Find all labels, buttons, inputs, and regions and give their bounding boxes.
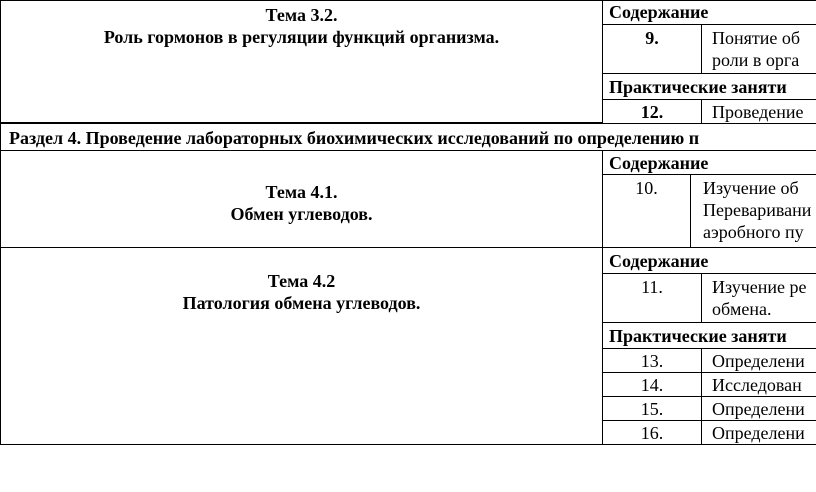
row-text: Определени bbox=[701, 396, 816, 421]
content-header: Содержание bbox=[602, 150, 816, 175]
practical-header: Практические заняти bbox=[602, 322, 816, 349]
row-number: 9. bbox=[602, 24, 702, 74]
row-number: 16. bbox=[602, 420, 702, 445]
topic-name: Обмен углеводов. bbox=[230, 204, 373, 224]
section-header: Раздел 4. Проведение лабораторных биохимических исследований по определению п bbox=[0, 123, 816, 151]
content-header: Содержание bbox=[602, 247, 816, 274]
row-text: Исследован bbox=[701, 372, 816, 397]
topic-title: Тема 3.2. bbox=[265, 5, 338, 25]
topic-title: Тема 4.1. bbox=[265, 182, 338, 202]
row-number: 13. bbox=[602, 348, 702, 373]
row-text-line: обмена. bbox=[712, 299, 772, 319]
row-text-line: Изучение об bbox=[703, 178, 799, 198]
row-number: 10. bbox=[602, 174, 691, 248]
row-text-line: роли в орга bbox=[712, 50, 800, 70]
topic-name: Роль гормонов в регуляции функций организма. bbox=[103, 27, 500, 47]
topic-title: Тема 4.2 bbox=[267, 271, 336, 291]
row-number: 14. bbox=[602, 372, 702, 397]
content-header: Содержание bbox=[602, 0, 816, 25]
row-number: 15. bbox=[602, 396, 702, 421]
row-text-line: Понятие об bbox=[712, 28, 801, 48]
row-text: Определени bbox=[701, 420, 816, 445]
row-number: 11. bbox=[602, 273, 702, 323]
topic-3-2-cell bbox=[0, 0, 603, 123]
row-text: Определени bbox=[701, 348, 816, 373]
row-text-line: аэробного пу bbox=[703, 222, 804, 242]
row-text: Проведение bbox=[701, 99, 816, 124]
topic-name: Патология обмена углеводов. bbox=[182, 293, 421, 313]
row-text bbox=[690, 174, 816, 248]
row-text-line: Переваривани bbox=[703, 200, 812, 220]
topic-4-2-cell bbox=[0, 247, 603, 445]
practical-header: Практические заняти bbox=[602, 73, 816, 100]
row-number: 12. bbox=[602, 99, 702, 124]
row-text bbox=[701, 273, 816, 323]
topic-4-1-cell bbox=[0, 150, 603, 248]
row-text-line: Изучение ре bbox=[712, 277, 807, 297]
row-text bbox=[701, 24, 816, 74]
